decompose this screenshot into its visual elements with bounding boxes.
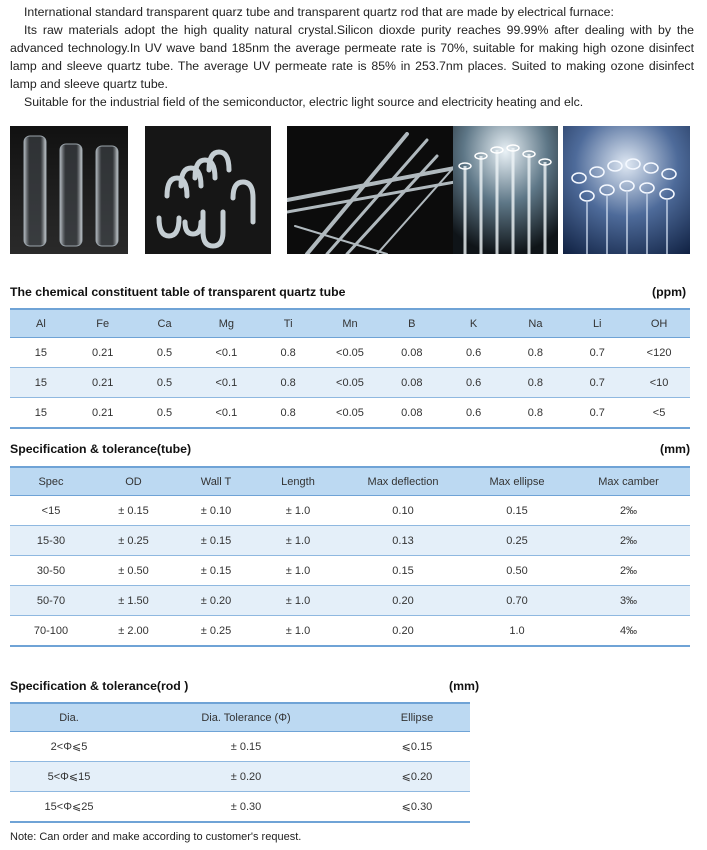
table-header-row: [10, 467, 690, 496]
table-cell: 0.08: [381, 368, 443, 398]
column-header: OH: [628, 309, 690, 338]
table-cell: ± 1.0: [257, 616, 339, 647]
tube-spec-unit: (mm): [660, 442, 691, 456]
table-row: [10, 398, 690, 429]
rod-spec-unit: (mm): [449, 679, 480, 693]
table-cell: 70-100: [10, 616, 92, 647]
table-header-row: [10, 703, 470, 732]
intro-paragraph-1: International standard transparent quarz tube and transparent quartz rod that are made by electrical furnace:: [24, 5, 614, 19]
chemical-table-unit: (ppm): [652, 285, 687, 299]
table-cell: 0.7: [566, 398, 628, 429]
table-cell: <5: [628, 398, 690, 429]
table-cell: 15-30: [10, 526, 92, 556]
rod-spec-title: Specification & tolerance(rod ): [10, 679, 189, 693]
table-cell: 0.6: [443, 368, 505, 398]
table-cell: 0.8: [257, 338, 319, 368]
column-header: Max deflection: [339, 467, 467, 496]
table-cell: 15: [10, 368, 72, 398]
table-cell: 0.6: [443, 338, 505, 368]
table-cell: 0.25: [467, 526, 567, 556]
intro-paragraph-3: Suitable for the industrial field of the semiconductor, electric light source and electricity heating and elc.: [24, 95, 584, 109]
table-cell: ± 1.50: [92, 586, 175, 616]
order-note: Note: Can order and make according to customer's request.: [10, 831, 302, 843]
column-header: K: [443, 309, 505, 338]
column-header: B: [381, 309, 443, 338]
table-cell: 0.5: [134, 368, 196, 398]
column-header: Mg: [195, 309, 257, 338]
column-header: Na: [505, 309, 567, 338]
table-cell: 0.15: [339, 556, 467, 586]
table-cell: <0.05: [319, 338, 381, 368]
table-row: [10, 556, 690, 586]
product-photo-strip: [10, 126, 690, 254]
table-cell: <0.1: [195, 338, 257, 368]
table-cell: ± 0.15: [128, 732, 364, 762]
tube-spec-table: [10, 466, 690, 647]
table-cell: ± 1.0: [257, 526, 339, 556]
intro-text: [10, 3, 694, 111]
table-cell: 0.7: [566, 368, 628, 398]
table-cell: 0.7: [566, 338, 628, 368]
table-cell: 0.10: [339, 496, 467, 526]
table-cell: ± 0.25: [92, 526, 175, 556]
quartz-tubes-photo: [10, 126, 128, 254]
table-cell: 0.8: [505, 368, 567, 398]
column-header: Li: [566, 309, 628, 338]
table-cell: 0.5: [134, 338, 196, 368]
table-cell: 0.8: [257, 368, 319, 398]
table-cell: 4‰: [567, 616, 690, 647]
table-row: [10, 732, 470, 762]
table-row: [10, 616, 690, 647]
chemical-table-title: The chemical constituent table of transparent quartz tube: [10, 285, 346, 299]
column-header: Mn: [319, 309, 381, 338]
table-cell: ± 0.15: [175, 556, 257, 586]
table-cell: 0.15: [467, 496, 567, 526]
table-cell: 0.50: [467, 556, 567, 586]
column-header: Fe: [72, 309, 134, 338]
table-row: [10, 496, 690, 526]
table-cell: 50-70: [10, 586, 92, 616]
table-cell: ± 1.0: [257, 496, 339, 526]
table-cell: ± 0.10: [175, 496, 257, 526]
table-cell: ± 0.15: [175, 526, 257, 556]
table-cell: 0.20: [339, 616, 467, 647]
table-cell: <120: [628, 338, 690, 368]
table-cell: 15: [10, 338, 72, 368]
table-cell: <0.1: [195, 368, 257, 398]
column-header: Al: [10, 309, 72, 338]
table-cell: 0.8: [257, 398, 319, 429]
table-cell: ± 1.0: [257, 556, 339, 586]
table-cell: ± 0.25: [175, 616, 257, 647]
table-cell: 15: [10, 398, 72, 429]
table-cell: 30-50: [10, 556, 92, 586]
table-cell: 2‰: [567, 556, 690, 586]
table-cell: 0.21: [72, 398, 134, 429]
table-cell: <0.1: [195, 398, 257, 429]
table-row: [10, 586, 690, 616]
table-row: [10, 368, 690, 398]
table-cell: 0.70: [467, 586, 567, 616]
column-header: Length: [257, 467, 339, 496]
rod-spec-table: [10, 702, 470, 823]
table-cell: 0.21: [72, 338, 134, 368]
table-cell: 0.5: [134, 398, 196, 429]
table-cell: ± 2.00: [92, 616, 175, 647]
table-cell: 15<Φ⩽25: [10, 792, 128, 823]
table-cell: ⩽0.30: [364, 792, 470, 823]
table-cell: 0.08: [381, 398, 443, 429]
table-cell: 5<Φ⩽15: [10, 762, 128, 792]
tube-spec-title: Specification & tolerance(tube): [10, 442, 192, 456]
table-cell: ± 0.20: [128, 762, 364, 792]
table-cell: <10: [628, 368, 690, 398]
column-header: Wall T: [175, 467, 257, 496]
table-cell: <0.05: [319, 398, 381, 429]
quartz-tube-ends-photo: [453, 126, 558, 254]
table-cell: 0.20: [339, 586, 467, 616]
column-header: Dia. Tolerance (Φ): [128, 703, 364, 732]
table-cell: 1.0: [467, 616, 567, 647]
quartz-u-bends-photo: [145, 126, 271, 254]
quartz-tube-bundle-photo: [563, 126, 690, 254]
table-row: [10, 526, 690, 556]
table-cell: 2‰: [567, 496, 690, 526]
column-header: Max ellipse: [467, 467, 567, 496]
intro-paragraph-2: Its raw materials adopt the high quality natural crystal.Silicon dioxde purity reaches 99.99% after dealing with by the advanced technology.In UV wave band 185nm the average permeate rate is 70%, suitable for making high ozone disinfect lamp and sleeve quartz tube. The average UV permeate rate is 85% in 253.7nm places. Suited to making ozone disinfect lamp and sleeve quartz tube.: [10, 23, 694, 91]
table-cell: ± 0.20: [175, 586, 257, 616]
table-row: [10, 762, 470, 792]
table-row: [10, 792, 470, 823]
column-header: Ca: [134, 309, 196, 338]
table-cell: ± 0.50: [92, 556, 175, 586]
table-cell: ⩽0.20: [364, 762, 470, 792]
table-cell: ⩽0.15: [364, 732, 470, 762]
table-cell: 0.08: [381, 338, 443, 368]
column-header: Ellipse: [364, 703, 470, 732]
table-cell: 2‰: [567, 526, 690, 556]
table-header-row: [10, 309, 690, 338]
table-cell: 0.6: [443, 398, 505, 429]
table-cell: 3‰: [567, 586, 690, 616]
table-cell: 2<Φ⩽5: [10, 732, 128, 762]
table-row: [10, 338, 690, 368]
table-cell: ± 1.0: [257, 586, 339, 616]
table-cell: <0.05: [319, 368, 381, 398]
table-cell: 0.8: [505, 398, 567, 429]
column-header: OD: [92, 467, 175, 496]
column-header: Ti: [257, 309, 319, 338]
table-cell: ± 0.15: [92, 496, 175, 526]
column-header: Dia.: [10, 703, 128, 732]
table-cell: <15: [10, 496, 92, 526]
chemical-constituent-table: [10, 308, 690, 429]
table-cell: 0.13: [339, 526, 467, 556]
table-cell: 0.8: [505, 338, 567, 368]
quartz-rods-photo: [287, 126, 455, 254]
table-cell: 0.21: [72, 368, 134, 398]
table-cell: ± 0.30: [128, 792, 364, 823]
column-header: Max camber: [567, 467, 690, 496]
column-header: Spec: [10, 467, 92, 496]
